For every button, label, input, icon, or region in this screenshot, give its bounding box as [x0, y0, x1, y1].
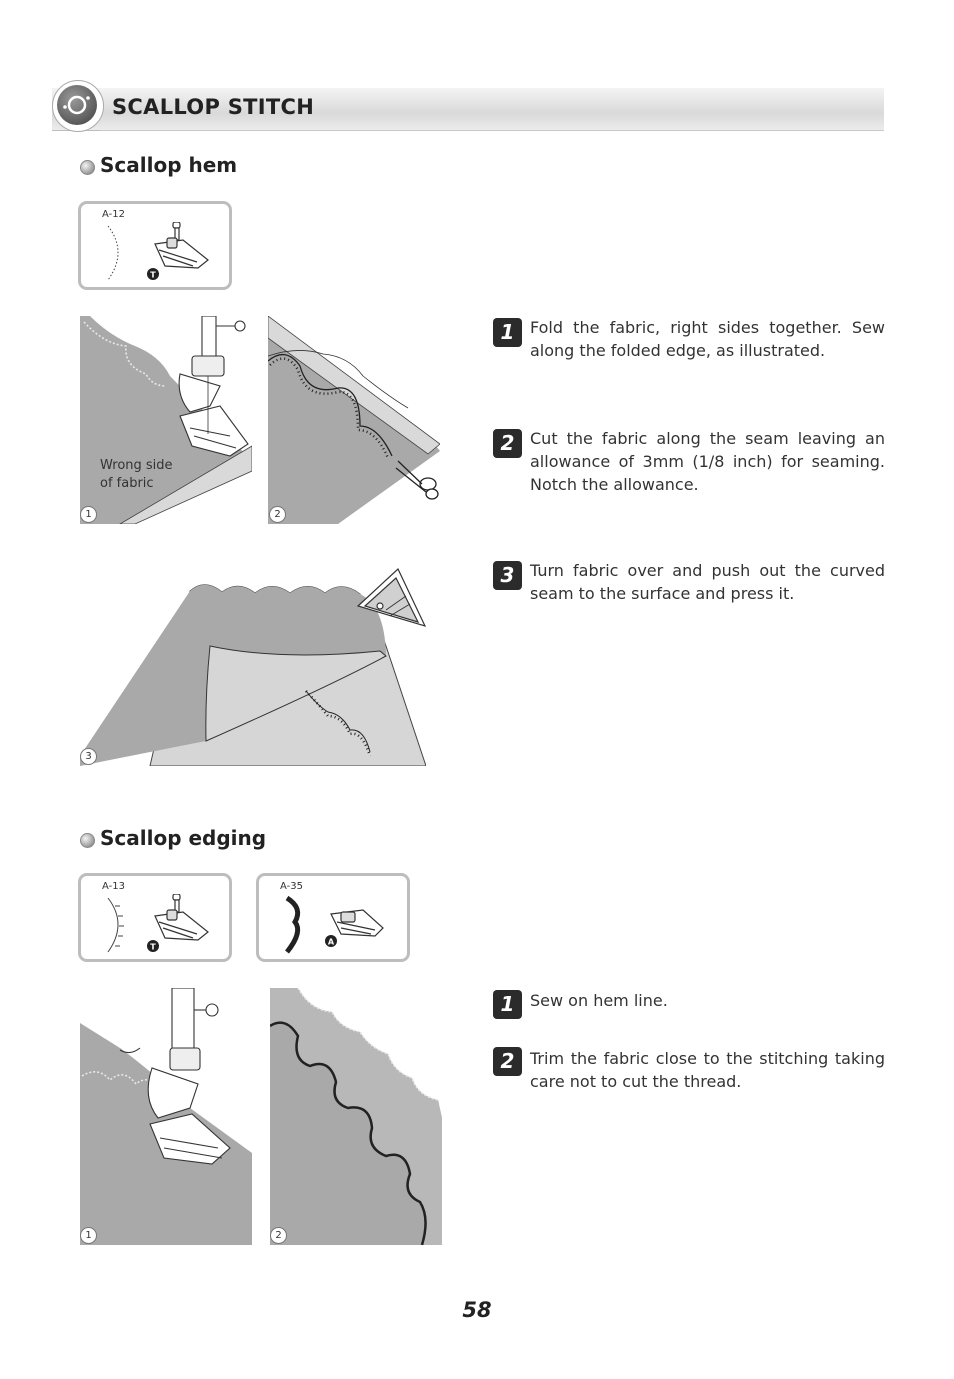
foot-letter: A [327, 937, 335, 947]
step-text-2: Trim the fabric close to the stitching taking care not to cut the thread. [530, 1049, 885, 1091]
section-bullet-icon [80, 833, 95, 848]
illustration-cut-notch [268, 316, 440, 524]
presser-foot-icon [93, 894, 223, 960]
illustration-sew-fold [80, 316, 252, 524]
section-title-scallop-hem: Scallop hem [100, 153, 238, 177]
illustration-press [80, 566, 426, 766]
step-text-2: Cut the fabric along the seam leaving an allowance of 3mm (1/8 inch) for seaming. Notch the allowance. [530, 429, 885, 494]
step-text-1: Fold the fabric, right sides together. Sew along the folded edge, as illustrated. [530, 318, 885, 360]
foot-letter: T [150, 942, 156, 952]
stitch-code: A-35 [280, 881, 303, 892]
figure-label-2: 2 [269, 506, 286, 523]
section-title-scallop-edging: Scallop edging [100, 826, 267, 850]
figure-label-3: 3 [80, 748, 97, 765]
step-number-2: 2 [493, 1047, 522, 1076]
foot-letter: T [150, 270, 156, 280]
figure-caption-line1: Wrong side [100, 458, 173, 473]
step-number-2: 2 [493, 429, 522, 458]
page-title: SCALLOP STITCH [112, 95, 315, 119]
step-number-1: 1 [493, 990, 522, 1019]
figure-label-2: 2 [270, 1227, 287, 1244]
step-text-3: Turn fabric over and push out the curved seam to the surface and press it. [530, 561, 885, 603]
stitch-box-a35 [256, 873, 410, 962]
figure-caption-line2: of fabric [100, 476, 154, 491]
stitch-box-a12 [78, 201, 232, 290]
step-number-3: 3 [493, 561, 522, 590]
header-underline [100, 130, 884, 131]
presser-foot-icon [93, 222, 223, 288]
stitch-emblem-icon [57, 85, 97, 125]
page-number: 58 [462, 1298, 492, 1322]
illustration-trim-edge [270, 988, 442, 1245]
step-text-1: Sew on hem line. [530, 991, 668, 1010]
figure-label-1: 1 [80, 506, 97, 523]
section-bullet-icon [80, 160, 95, 175]
figure-label-1: 1 [80, 1227, 97, 1244]
illustration-sew-hem-line [80, 988, 252, 1245]
stitch-code: A-13 [102, 881, 125, 892]
step-number-1: 1 [493, 318, 522, 347]
stitch-code: A-12 [102, 209, 125, 220]
presser-foot-icon [271, 894, 401, 960]
stitch-box-a13 [78, 873, 232, 962]
